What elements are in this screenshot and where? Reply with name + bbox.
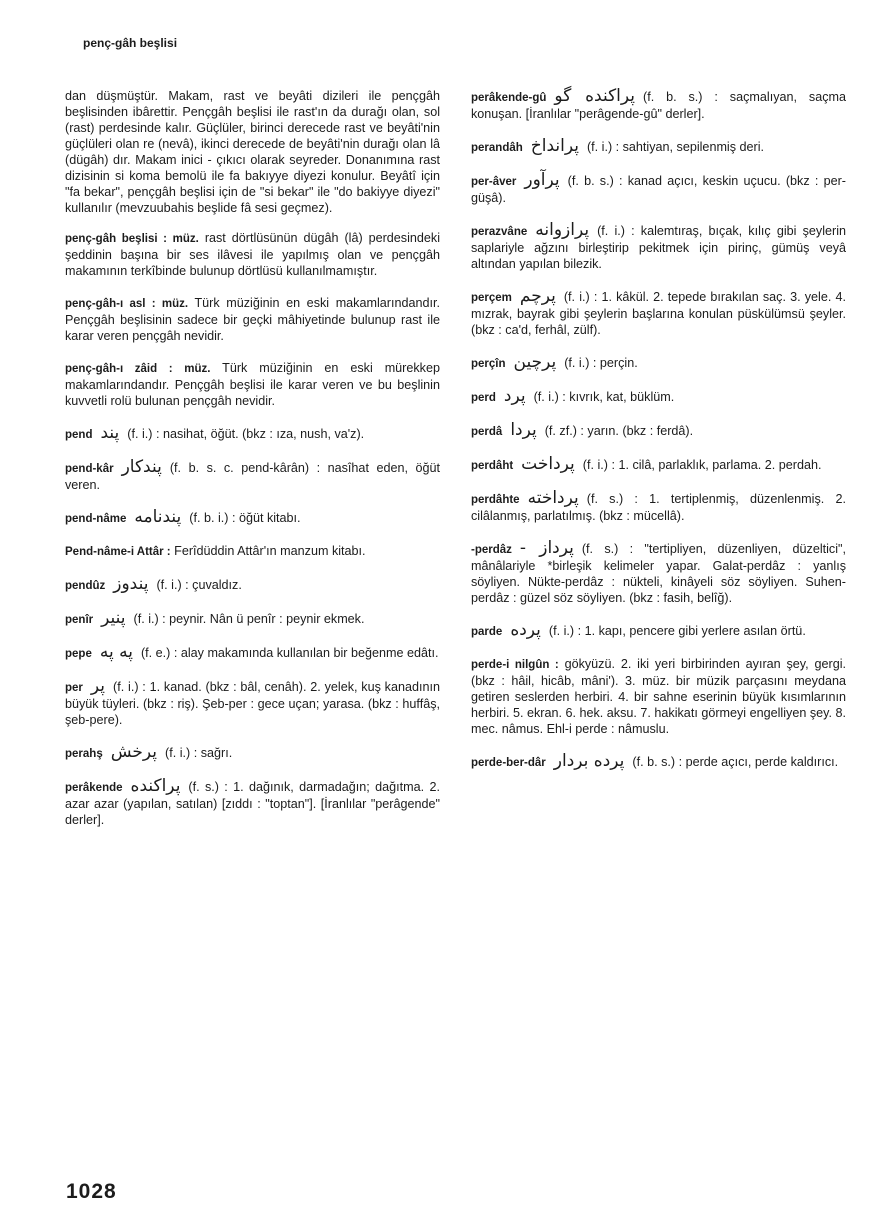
definition: Türk müziğinin en eski mürekkep makamlarındandır. Pençgâh beşlisi ile karar veren ve bu beşlinin kuvvetli rolü bulunan pençgâh nevidir. <box>65 361 440 408</box>
dictionary-entry <box>65 230 440 279</box>
arabic-script: پرآور <box>524 170 560 190</box>
definition: Ferîdüddin Attâr'ın manzum kitabı. <box>174 544 366 558</box>
definition: (f. i.) : kıvrık, kat, büklüm. <box>533 390 675 404</box>
definition: (f. b. i.) : öğüt kitabı. <box>189 511 301 525</box>
dictionary-entry <box>65 644 440 662</box>
headword: pend-nâme <box>65 513 127 525</box>
dictionary-entry <box>65 425 440 443</box>
arabic-script: پر <box>90 676 106 696</box>
continued-paragraph: dan düşmüştür. Makam, rast ve beyâti dizileri ile pençgâh beşlisinden ibârettir. Pençgâh beşlisi ile rast'ın da durağı olan, sol (rast) perdesinde kalır. Güçlüler, birinci derecede rast ve beyâti'nin güçlüleri olan re (nevâ), ikinci derecede de beyâti'nin durağı olan lâ (dügâh) dır. Makam inici - çıkıcı olarak seyreder. Donanımına rast dizisinin si koma bemolü ile fa bakıyye diyezi konulur. Beyâtî için "fa bekar", pençgâh beşlisi için de "si bekar" ile "do bakiyye diyezi" kullanılır (mevzuubahis beşlide fâ sesi geçmez). <box>65 89 440 215</box>
headword: penîr <box>65 614 94 626</box>
dictionary-entry <box>471 540 846 606</box>
left-entries <box>65 230 440 828</box>
dictionary-entry <box>65 509 440 527</box>
dictionary-entry <box>471 753 846 771</box>
definition: (f. i.) : nasihat, öğüt. (bkz : ıza, nush, va'z). <box>127 427 365 441</box>
arabic-script: پندنامه <box>134 507 182 527</box>
headword: perçîn <box>471 358 506 370</box>
arabic-script: پردا <box>510 420 537 440</box>
definition: gökyüzü. 2. iki yeri birbirinden ayıran şey, gergi. (bkz : hâil, hicâb, mâni'). 3. müz. bir müzik parçasını meydana getiren seslerden herbiri. 4. bir sahne eserinin büyük kısımlarının herbiri. 5. ekran. 6. hek. aksu. 7. hakikatı görmeyi engelliyen şey. 8. mec. nâmus. Ehl-i perde : nâmuslu. <box>471 657 846 736</box>
arabic-script: په په <box>99 642 133 662</box>
headword: pendûz <box>65 580 106 592</box>
headword: penç-gâh-ı asl : müz. <box>65 298 189 310</box>
definition: (f. zf.) : yarın. (bkz : ferdâ). <box>544 424 694 438</box>
dictionary-entry <box>471 422 846 440</box>
arabic-script: پرداخت <box>521 454 575 474</box>
left-column <box>65 88 440 844</box>
headword: parde <box>471 626 503 638</box>
arabic-script: پرداز - <box>519 538 574 558</box>
definition: (f. i.) : 1. kâkül. 2. tepede bırakılan saç. 3. yele. 4. mızrak, bayrak gibi şeylerin başlarına konulan püskülümsü şeyler. (bkz : ca'd, ferhâl, zülf). <box>471 290 846 337</box>
dictionary-entry <box>65 744 440 762</box>
arabic-script: پرانداخ <box>530 136 579 156</box>
headword: penç-gâh-ı zâid : müz. <box>65 363 211 375</box>
headword: perde-ber-dâr <box>471 757 546 769</box>
definition: (f. i.) : 1. kanad. (bkz : bâl, cenâh). 2. yelek, kuş kanadının büyük tüyleri. (bkz : riş). Şeb-per : gece uçan; yarasa. (bkz : huffâş, şeb-pere). <box>65 680 440 727</box>
dictionary-entry <box>471 288 846 338</box>
headword: perâkende-gû <box>471 92 547 104</box>
headword: perçem <box>471 292 512 304</box>
dictionary-entry <box>65 543 440 560</box>
headword: perdâ <box>471 426 503 438</box>
headword: -perdâz <box>471 544 512 556</box>
dictionary-entry <box>65 778 440 828</box>
definition: (f. i.) : 1. cilâ, parlaklık, parlama. 2. perdah. <box>582 458 822 472</box>
headword: pepe <box>65 648 92 660</box>
arabic-script: پندكار <box>121 457 162 477</box>
headword: Pend-nâme-i Attâr : <box>65 546 171 558</box>
definition: (f. i.) : perçin. <box>564 356 638 370</box>
arabic-script: پرچين <box>513 352 557 372</box>
running-header: penç-gâh beşlisi <box>83 36 178 50</box>
page-number: 1028 <box>66 1180 117 1203</box>
right-column <box>471 88 846 787</box>
headword: perdâhte <box>471 494 520 506</box>
definition: (f. i.) : çuvaldız. <box>156 578 242 592</box>
dictionary-entry <box>471 222 846 272</box>
headword: pend-kâr <box>65 463 114 475</box>
headword: perahş <box>65 748 103 760</box>
arabic-script: پرخش <box>110 742 158 762</box>
dictionary-entry <box>471 622 846 640</box>
definition: (f. i.) : peynir. Nân ü penîr : peynir ekmek. <box>133 612 365 626</box>
dictionary-entry <box>471 354 846 372</box>
definition: (f. s.) : "tertipliyen, düzenliyen, düzeltici", mânâlariyle *birleşik kelimeler yapar. Galat-perdâz : yanlış söyliyen. Nükte-perdâz : nükteli, kinâyeli söz söyliyen. Suhen-perdâz : güzel söz söyliyen. (bkz : fasih, belîğ). <box>471 542 846 605</box>
definition: (f. b. s.) : saçmalıyan, saçma konuşan. [İranlılar "perâgende-gû" derler]. <box>471 90 846 121</box>
definition: (f. i.) : sağrı. <box>165 746 233 760</box>
arabic-script: پرازوانه <box>535 220 590 240</box>
definition: (f. s.) : 1. tertiplenmiş, düzenlenmiş. 2. cilâlanmış, parlatılmış. (bkz : mücellâ). <box>471 492 846 523</box>
arabic-script: پندوز <box>113 574 149 594</box>
dictionary-entry <box>471 172 846 206</box>
headword: penç-gâh beşlisi : müz. <box>65 233 199 245</box>
dictionary-entry <box>471 656 846 737</box>
definition: (f. e.) : alay makamında kullanılan bir beğenme edâtı. <box>140 646 439 660</box>
definition: Türk müziğinin en eski makamlarındandır. Pençgâh beşlisinin sadece bir geçki mâhiyetinde bulunup rast ile karar veren pençgâh nevidir. <box>65 296 440 343</box>
headword: perde-i nilgûn : <box>471 659 559 671</box>
dictionary-entry <box>471 388 846 406</box>
definition: (f. b. s. c. pend-kârân) : nasîhat eden, öğüt veren. <box>65 461 440 492</box>
dictionary-entry <box>471 138 846 156</box>
definition: (f. i.) : kalemtıraş, bıçak, kılıç gibi şeylerin saplariyle ağzını birleştirip pekitmek için pirinç, gümüş veyâ altından yapılan bilezik. <box>471 224 846 271</box>
headword: perd <box>471 392 496 404</box>
arabic-script: پرداخته <box>527 488 579 508</box>
definition: (f. i.) : sahtiyan, sepilenmiş deri. <box>586 140 765 154</box>
headword: per-âver <box>471 176 517 188</box>
headword: perandâh <box>471 142 523 154</box>
headword: perazvâne <box>471 226 528 238</box>
arabic-script: پنير <box>101 608 126 628</box>
definition: (f. b. s.) : perde açıcı, perde kaldırıcı. <box>632 755 839 769</box>
definition: (f. b. s.) : kanad açıcı, keskin uçucu. (bkz : per-güşâ). <box>471 174 846 205</box>
definition: (f. i.) : 1. kapı, pencere gibi yerlere asılan örtü. <box>548 624 806 638</box>
arabic-script: پرده <box>510 620 541 640</box>
dictionary-entry <box>65 576 440 594</box>
definition: rast dörtlüsünün dügâh (lâ) perdesindeki şeddinin başına bir ses ilâvesi ile yapılmış olan ve pençgâh makamının terkîbinde bulunup dörtlüsü kullanılmamıştır. <box>65 231 441 278</box>
dictionary-entry <box>65 678 440 728</box>
dictionary-entry <box>65 459 440 493</box>
definition: (f. s.) : 1. dağınık, darmadağın; dağıtma. 2. azar azar (yapılan, satılan) [zıddı : "toptan"]. [İranlılar "perâgende" derler]. <box>65 780 440 827</box>
headword: pend <box>65 429 93 441</box>
right-entries <box>471 88 846 771</box>
dictionary-entry <box>65 360 440 409</box>
arabic-script: پراكنده <box>130 776 181 796</box>
dictionary-entry <box>65 295 440 344</box>
dictionary-entry <box>65 610 440 628</box>
arabic-script: پند <box>100 423 120 443</box>
arabic-script: پرده بردار <box>553 751 625 771</box>
dictionary-entry <box>471 88 846 122</box>
headword: perâkende <box>65 782 123 794</box>
headword: per <box>65 682 83 694</box>
arabic-script: پرچم <box>519 286 556 306</box>
dictionary-entry <box>471 456 846 474</box>
dictionary-entry <box>471 490 846 524</box>
headword: perdâht <box>471 460 514 472</box>
arabic-script: پراكنده گو <box>554 86 635 106</box>
arabic-script: پرد <box>503 386 526 406</box>
